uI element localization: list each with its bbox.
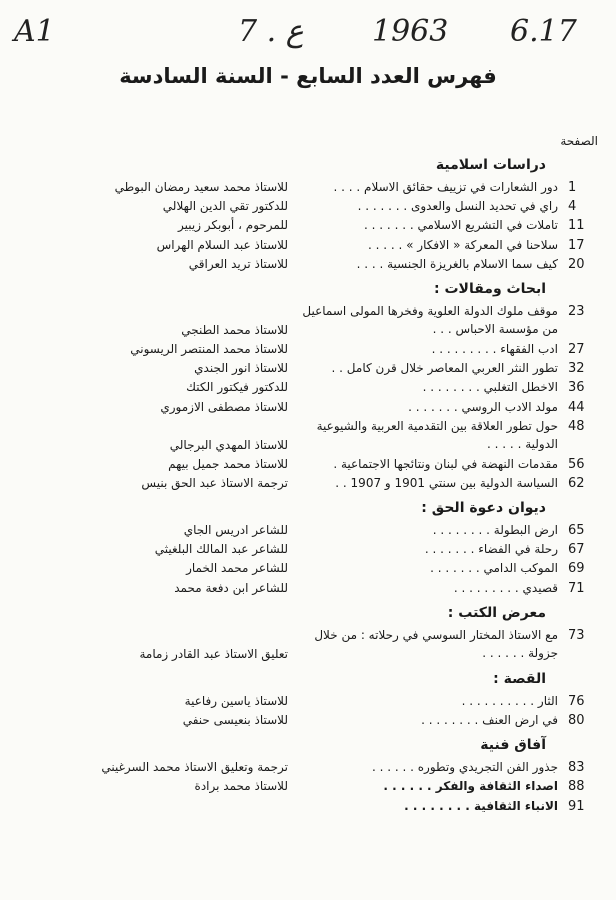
- toc-entry: [14, 540, 608, 559]
- toc-entry: [14, 417, 608, 455]
- entry-author: للدكتور فيكتور الكتك: [186, 380, 288, 395]
- toc-entry: [14, 711, 608, 730]
- page-number: 48: [568, 418, 585, 434]
- page-number: 73: [568, 627, 585, 643]
- entry-author: للاستاذ انور الجندي: [194, 361, 288, 376]
- page-number: 44: [568, 399, 585, 415]
- entry-title: حول تطور العلاقة بين التقدمية العربية والشيوعية الدولية . . . . .: [316, 418, 558, 451]
- toc-entry: [14, 378, 608, 397]
- toc-section: [14, 664, 608, 730]
- toc-entry: [14, 398, 608, 417]
- page-number: 1: [568, 180, 577, 195]
- toc-entry: [14, 340, 608, 359]
- section-heading: آفاق فنية: [480, 737, 546, 754]
- entry-title: الانباء الثقافية . . . . . . . .: [404, 798, 558, 813]
- section-heading: القصة :: [493, 670, 546, 687]
- entry-title: تاملات في التشريع الاسلامي . . . . . . .: [364, 218, 558, 233]
- page-number: 62: [568, 475, 585, 491]
- entry-author: للاستاذ تريد العراقي: [188, 256, 288, 271]
- toc-entry: [14, 626, 608, 664]
- page-number: 76: [568, 693, 585, 709]
- entry-author: للاستاذ مصطفى الازموري: [160, 399, 288, 414]
- section-heading: ابحاث ومقالات :: [433, 280, 546, 297]
- toc-entry: [14, 359, 608, 378]
- page-number: 27: [568, 341, 585, 357]
- section-heading: دراسات اسلامية: [435, 157, 546, 173]
- entry-title: رحلة في الفضاء . . . . . . .: [424, 542, 558, 557]
- toc-section: [14, 274, 608, 493]
- section-heading: معرض الكتب :: [447, 604, 546, 621]
- entry-author: للمرحوم ، أبوبكر زيبير: [177, 218, 288, 233]
- entry-title: مولد الادب الروسي . . . . . . .: [408, 399, 558, 414]
- page-number: 56: [568, 456, 585, 472]
- entry-author: للشاعر ابن دفعة محمد: [174, 580, 288, 595]
- page-number: 65: [568, 523, 585, 539]
- entry-author: للدكتور تقي الدين الهلالي: [162, 199, 288, 214]
- entry-title: الثار . . . . . . . . . .: [461, 693, 558, 708]
- entry-title: ادب الفقهاء . . . . . . . . .: [431, 341, 558, 356]
- page-number: 69: [568, 561, 585, 577]
- entry-author: للاستاذ المهدي البرجالي: [169, 437, 288, 452]
- page-number: 20: [568, 256, 585, 272]
- toc-entry: [14, 559, 608, 578]
- page-number: 36: [568, 380, 585, 396]
- entry-title: الموكب الدامي . . . . . . .: [430, 561, 558, 576]
- page-number: 83: [568, 760, 585, 776]
- entry-author: تعليق الاستاذ عبد القادر زمامة: [139, 646, 288, 661]
- entry-author: للاستاذ ياسين رفاعية: [184, 693, 288, 708]
- page-title: فهرس العدد السابع - السنة السادسة: [119, 64, 497, 88]
- entry-title: سلاحنا في المعركة « الافكار » . . . . .: [367, 237, 558, 252]
- toc-entry: [14, 474, 608, 493]
- entry-title: اصداء الثقافة والفكر . . . . . .: [383, 779, 558, 794]
- entry-title: السياسة الدولية بين سنتي 1901 و 1907 . .: [335, 475, 558, 490]
- entry-title: راي في تحديد النسل والعدوى . . . . . . .: [357, 199, 558, 214]
- entry-author: للشاعر ادريس الجاي: [183, 523, 288, 538]
- toc-section: [14, 493, 608, 598]
- section-heading: ديوان دعوة الحق :: [421, 500, 546, 517]
- toc-entry: [14, 521, 608, 540]
- page-number: 71: [568, 580, 585, 596]
- entry-title: جذور الفن التجريدي وتطوره . . . . . .: [372, 760, 558, 775]
- page-number: 88: [568, 779, 585, 795]
- entry-title: دور الشعارات في تزييف حقائق الاسلام . . . .: [333, 180, 558, 194]
- toc-entry: [14, 758, 608, 777]
- page-number: 67: [568, 542, 585, 558]
- page-number: 32: [568, 361, 585, 377]
- entry-author: للاستاذ محمد سعيد رمضان البوطي: [114, 180, 288, 194]
- toc-entry: [14, 236, 608, 255]
- page-number: 80: [568, 713, 585, 728]
- page-number: 23: [568, 303, 585, 319]
- page-number: 11: [568, 218, 585, 234]
- entry-title: ارض البطولة . . . . . . . .: [432, 523, 558, 538]
- toc-entry: [14, 197, 608, 216]
- toc-entry: [14, 455, 608, 474]
- toc-section: [14, 150, 608, 274]
- toc-entry: [14, 797, 608, 816]
- page-number: 17: [568, 237, 585, 253]
- entry-author: للاستاذ محمد جميل بيهم: [168, 456, 288, 471]
- entry-title: مقدمات النهضة في لبنان ونتائجها الاجتماعية .: [333, 456, 558, 471]
- toc-section: [14, 730, 608, 816]
- entry-author: للاستاذ محمد المنتصر الريسوني: [130, 341, 288, 356]
- toc-entry: [14, 777, 608, 796]
- entry-title: مع الاستاذ المختار السوسي في رحلاته : من خلال جزولة . . . . . .: [314, 627, 558, 660]
- entry-title: قصيدي . . . . . . . . .: [453, 580, 558, 595]
- toc-entry: [14, 302, 608, 340]
- entry-title: في ارض العنف . . . . . . . .: [421, 713, 558, 727]
- entry-title: كيف سما الاسلام بالغريزة الجنسية . . . .: [356, 256, 558, 271]
- entry-author: للاستاذ محمد برادة: [194, 779, 288, 794]
- entry-author: للاستاذ عبد السلام الهراس: [156, 237, 288, 252]
- entry-author: للشاعر محمد الخمار: [186, 561, 288, 576]
- entry-author: للشاعر عبد المالك البلغيثي: [154, 542, 288, 557]
- entry-title: تطور النثر العربي المعاصر خلال قرن كامل . .: [331, 361, 558, 376]
- entry-author: ترجمة وتعليق الاستاذ محمد السرغيني: [101, 760, 288, 775]
- toc-entry: [14, 178, 608, 197]
- handwritten-year: 1963: [372, 14, 449, 49]
- handwritten-note-right: 6.17: [510, 14, 577, 49]
- entry-author: للاستاذ بنعيسى حنفي: [182, 713, 288, 727]
- handwritten-issue-number: 7 . ع: [238, 14, 304, 49]
- entry-author: ترجمة الاستاذ عبد الحق بنيس: [141, 475, 288, 490]
- table-of-contents: [14, 150, 608, 816]
- toc-entry: [14, 692, 608, 711]
- page-number: 4: [568, 199, 577, 215]
- page-column-label: الصفحة: [560, 134, 598, 148]
- toc-entry: [14, 216, 608, 235]
- entry-title: الاخطل التغلبي . . . . . . . .: [422, 380, 558, 395]
- page-number: 91: [568, 798, 585, 814]
- handwritten-note-left: A1: [14, 14, 55, 49]
- toc-entry: [14, 579, 608, 598]
- toc-entry: [14, 255, 608, 274]
- toc-section: [14, 598, 608, 664]
- entry-author: للاستاذ محمد الطنجي: [181, 322, 288, 337]
- entry-title: موقف ملوك الدولة العلوية وفخرها المولى اسماعيل من مؤسسة الاحباس . . .: [302, 303, 558, 336]
